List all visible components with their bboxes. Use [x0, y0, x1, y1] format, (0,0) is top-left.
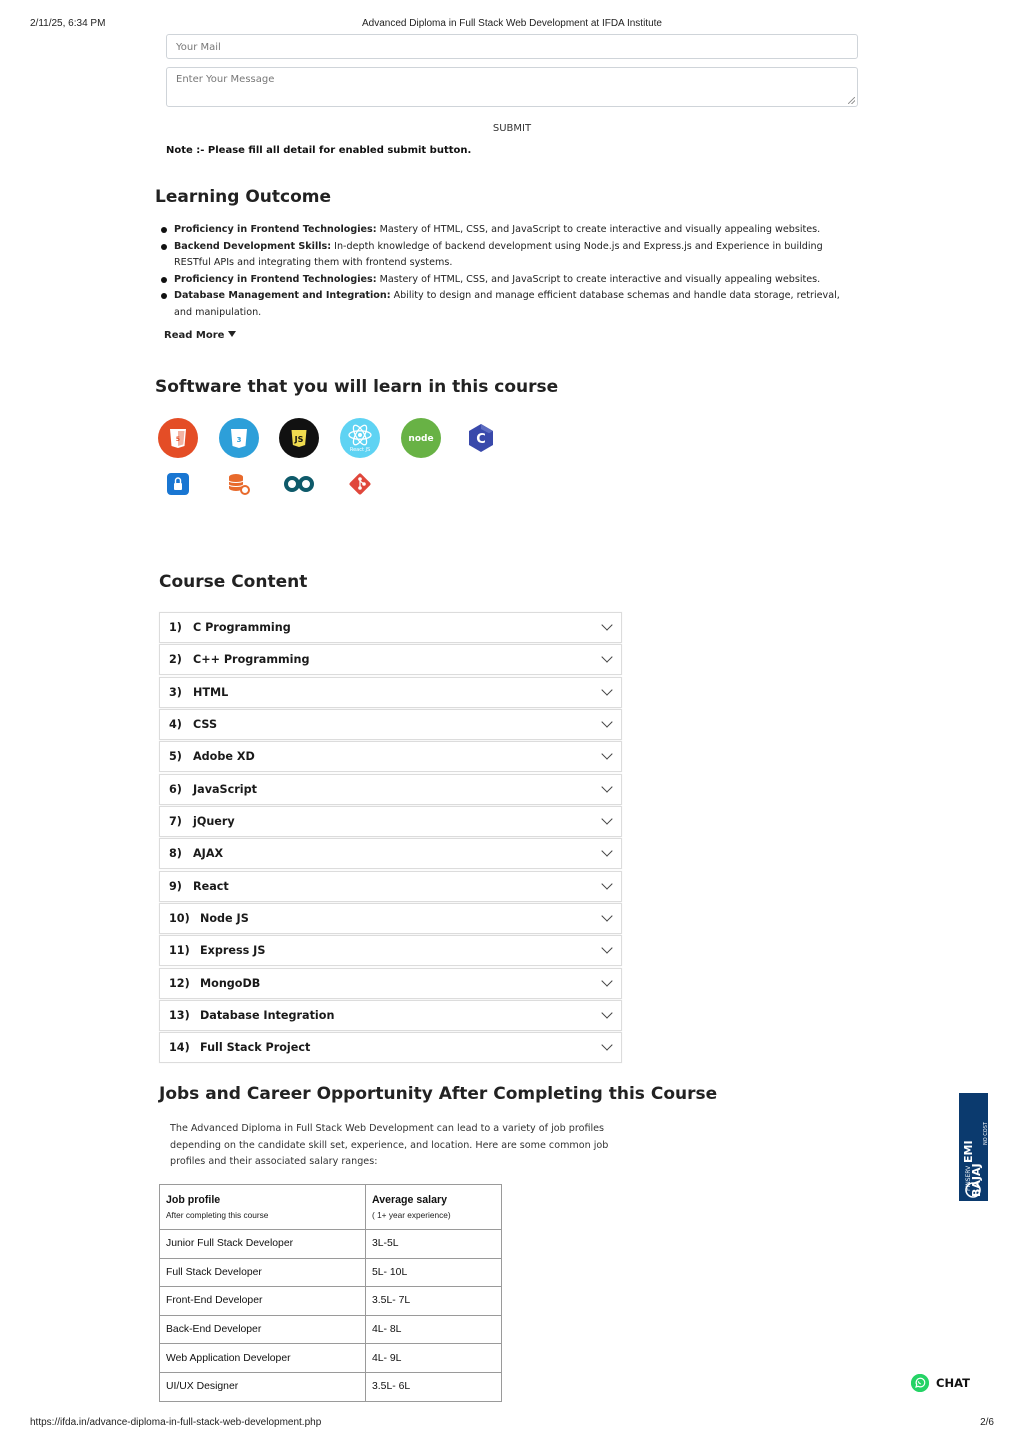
- print-page-number: 2/6: [980, 1417, 994, 1428]
- submit-button[interactable]: SUBMIT: [492, 123, 532, 134]
- read-more-link[interactable]: [164, 330, 236, 341]
- software-heading: Software that you will learn in this course: [155, 377, 559, 397]
- html5-icon: [158, 418, 198, 458]
- accordion-item-html[interactable]: [159, 677, 622, 708]
- svg-text:node: node: [408, 434, 434, 444]
- bajaj-emi: EMI: [962, 1140, 975, 1163]
- whatsapp-icon: [911, 1374, 929, 1392]
- item-number: 4): [169, 718, 182, 732]
- table-row: [160, 1230, 502, 1259]
- job-profile-cell: Web Application Developer: [160, 1344, 366, 1373]
- item-label: JavaScript: [193, 782, 257, 796]
- message-textarea[interactable]: [166, 67, 858, 107]
- outcome-title: Proficiency in Frontend Technologies:: [174, 273, 377, 285]
- item-label: HTML: [193, 685, 229, 699]
- chevron-down-icon: [601, 619, 612, 630]
- table-row: [160, 1372, 502, 1401]
- bullet-icon: [161, 277, 167, 283]
- table-row: [160, 1315, 502, 1344]
- git-icon: [340, 464, 380, 504]
- chevron-down-icon: [601, 878, 612, 889]
- svg-text:5: 5: [175, 436, 181, 443]
- chevron-down-icon: [601, 1040, 612, 1051]
- print-url: https://ifda.in/advance-diploma-in-full-stack-web-development.php: [30, 1417, 322, 1428]
- caret-down-icon: [228, 331, 236, 337]
- print-footer: [30, 1417, 994, 1431]
- outcome-text: In-depth knowledge of backend development using Node.js and Express.js and Experience in building RESTful APIs and integrating them with frontend systems.: [174, 240, 823, 268]
- job-profile-cell: Full Stack Developer: [160, 1258, 366, 1287]
- item-number: 6): [169, 782, 182, 796]
- bajaj-emi-widget[interactable]: [958, 1085, 989, 1202]
- salary-cell: 4L- 9L: [366, 1344, 502, 1373]
- chevron-down-icon: [601, 943, 612, 954]
- accordion-item-javascript[interactable]: [159, 774, 622, 805]
- table-row: [160, 1258, 502, 1287]
- chat-label: CHAT: [936, 1376, 970, 1390]
- list-item: [160, 272, 860, 289]
- item-number: 12): [169, 976, 190, 990]
- job-profile-cell: Junior Full Stack Developer: [160, 1230, 366, 1259]
- course-content-heading: Course Content: [159, 572, 308, 592]
- col-subtitle: After completing this course: [166, 1210, 269, 1220]
- outcome-text: Mastery of HTML, CSS, and JavaScript to create interactive and visually appealing websites.: [376, 224, 821, 235]
- accordion-item-jquery[interactable]: [159, 806, 622, 837]
- list-item: [160, 239, 860, 272]
- salary-cell: 3L-5L: [366, 1230, 502, 1259]
- outcome-text: Ability to design and manage efficient database schemas and handle data storage, retrieval, and manipulation.: [174, 290, 840, 318]
- outcome-title: Proficiency in Frontend Technologies:: [174, 224, 377, 235]
- print-title: Advanced Diploma in Full Stack Web Development at IFDA Institute: [362, 18, 662, 29]
- item-label: Full Stack Project: [200, 1041, 311, 1055]
- item-label: AJAX: [193, 847, 224, 861]
- react-caption: React JS: [349, 447, 371, 453]
- course-accordion: [159, 612, 622, 1065]
- resize-handle-icon[interactable]: [848, 97, 855, 104]
- table-header-row: [160, 1185, 502, 1230]
- learning-outcome-heading: Learning Outcome: [155, 187, 332, 207]
- css3-icon: [219, 418, 259, 458]
- accordion-item-react[interactable]: [159, 871, 622, 902]
- item-label: Express JS: [200, 944, 266, 958]
- list-item: [160, 222, 860, 239]
- mail-input[interactable]: Your Mail: [166, 34, 858, 59]
- accordion-item-c-programming[interactable]: [159, 612, 622, 643]
- item-number: 2): [169, 653, 182, 667]
- jobs-heading: Jobs and Career Opportunity After Completing this Course: [159, 1084, 718, 1104]
- learning-outcome-list: [160, 222, 860, 321]
- item-label: Adobe XD: [193, 750, 255, 764]
- bajaj-nocost: NO COST: [983, 1122, 989, 1145]
- item-label: Database Integration: [200, 1009, 335, 1023]
- item-number: 5): [169, 750, 182, 764]
- item-label: jQuery: [193, 815, 235, 829]
- item-number: 9): [169, 879, 182, 893]
- accordion-item-mongodb[interactable]: [159, 968, 622, 999]
- salary-cell: 3.5L- 7L: [366, 1287, 502, 1316]
- col-title: Job profile: [166, 1194, 221, 1206]
- chevron-down-icon: [601, 975, 612, 986]
- bullet-icon: [161, 293, 167, 299]
- chevron-down-icon: [601, 684, 612, 695]
- job-profile-cell: Front-End Developer: [160, 1287, 366, 1316]
- react-icon: [340, 418, 380, 458]
- read-more-label: Read More: [164, 330, 225, 341]
- salary-cell: 3.5L- 6L: [366, 1372, 502, 1401]
- table-row: [160, 1344, 502, 1373]
- jobs-intro: The Advanced Diploma in Full Stack Web Development can lead to a variety of job profiles depending on the candidate skill set, experience, and location. Here are some common job profiles and their associated salary ranges:: [170, 1123, 609, 1167]
- item-number: 3): [169, 685, 182, 699]
- bullet-icon: [161, 244, 167, 250]
- item-number: 1): [169, 621, 182, 634]
- javascript-icon: [279, 418, 319, 458]
- table-row: [160, 1287, 502, 1316]
- item-number: 10): [169, 912, 190, 926]
- item-number: 11): [169, 944, 190, 958]
- item-label: React: [193, 879, 229, 893]
- accordion-item-full-stack-project[interactable]: [159, 1032, 622, 1063]
- bullet-icon: [161, 227, 167, 233]
- item-label: C Programming: [193, 621, 291, 634]
- form-note: Note :- Please fill all detail for enabled submit button.: [166, 145, 472, 156]
- col-average-salary: [366, 1185, 502, 1230]
- chevron-down-icon: [601, 716, 612, 727]
- svg-text:3: 3: [236, 436, 242, 444]
- item-label: CSS: [193, 718, 218, 732]
- c-language-icon: [461, 418, 501, 458]
- chevron-down-icon: [601, 749, 612, 760]
- print-date: 2/11/25, 6:34 PM: [30, 18, 106, 29]
- item-label: MongoDB: [200, 976, 261, 990]
- database-gear-icon: [219, 464, 259, 504]
- accordion-item-adobe-xd[interactable]: [159, 741, 622, 772]
- accordion-item-express-js[interactable]: [159, 935, 622, 966]
- bajaj-brand: BAJAJ: [970, 1163, 983, 1197]
- salary-cell: 4L- 8L: [366, 1315, 502, 1344]
- job-profile-cell: UI/UX Designer: [160, 1372, 366, 1401]
- bajaj-sub: FINSERV: [965, 1165, 972, 1191]
- salary-table: [159, 1184, 502, 1402]
- job-profile-cell: Back-End Developer: [160, 1315, 366, 1344]
- col-subtitle: ( 1+ year experience): [372, 1210, 451, 1220]
- accordion-item-database-integration[interactable]: [159, 1000, 622, 1031]
- chat-button[interactable]: [911, 1373, 970, 1393]
- item-number: 14): [169, 1041, 190, 1055]
- outcome-title: Backend Development Skills:: [174, 240, 332, 252]
- chevron-down-icon: [601, 1007, 612, 1018]
- chevron-down-icon: [601, 813, 612, 824]
- accordion-item-cpp-programming[interactable]: [159, 644, 622, 675]
- chevron-down-icon: [601, 846, 612, 857]
- message-placeholder: Enter Your Message: [176, 74, 275, 85]
- col-title: Average salary: [372, 1194, 447, 1206]
- item-label: Node JS: [200, 912, 249, 926]
- accordion-item-ajax[interactable]: [159, 838, 622, 869]
- outcome-text: Mastery of HTML, CSS, and JavaScript to create interactive and visually appealing websites.: [376, 273, 821, 285]
- bootstrap-lock-icon: [158, 464, 198, 504]
- item-number: 13): [169, 1009, 190, 1023]
- accordion-item-css[interactable]: [159, 709, 622, 740]
- print-header: [30, 18, 994, 32]
- salary-cell: 5L- 10L: [366, 1258, 502, 1287]
- item-number: 7): [169, 815, 182, 829]
- accordion-item-node-js[interactable]: [159, 903, 622, 934]
- item-number: 8): [169, 847, 182, 861]
- arduino-icon: [279, 464, 319, 504]
- svg-text:C: C: [476, 432, 486, 447]
- chevron-down-icon: [601, 781, 612, 792]
- chevron-down-icon: [601, 652, 612, 663]
- svg-text:JS: JS: [294, 435, 304, 444]
- item-label: C++ Programming: [193, 653, 310, 667]
- enquiry-form: [166, 34, 858, 156]
- col-job-profile: [160, 1185, 366, 1230]
- chevron-down-icon: [601, 910, 612, 921]
- nodejs-icon: [401, 418, 441, 458]
- list-item: [160, 288, 860, 321]
- outcome-title: Database Management and Integration:: [174, 290, 391, 301]
